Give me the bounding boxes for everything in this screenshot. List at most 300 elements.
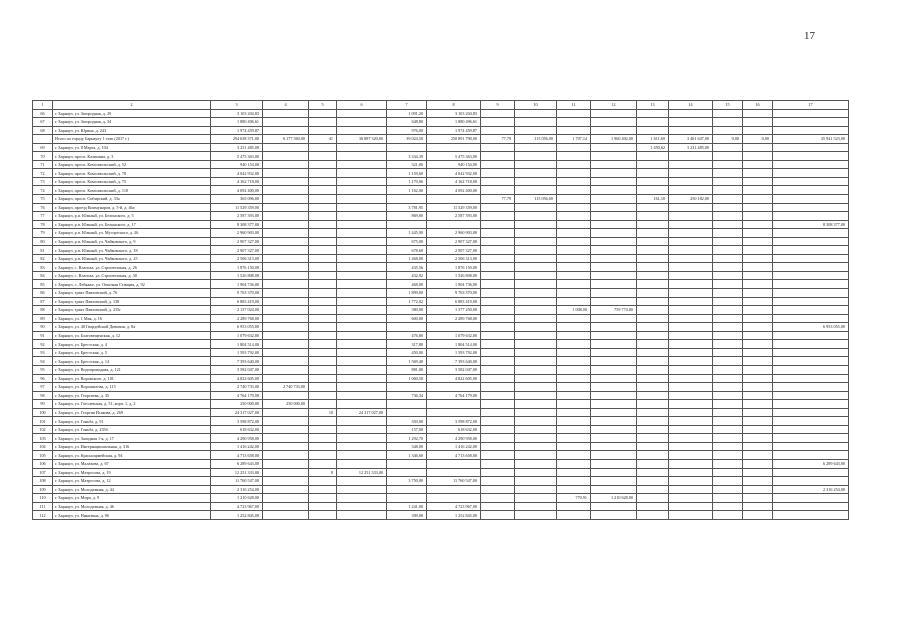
value-cell <box>515 220 557 229</box>
value-cell: 1 593 792,00 <box>211 348 263 357</box>
row-number-cell: 71 <box>33 160 53 169</box>
value-cell <box>481 357 515 366</box>
value-cell <box>591 425 637 434</box>
value-cell <box>557 442 591 451</box>
value-cell <box>669 254 713 263</box>
value-cell <box>515 434 557 443</box>
value-cell: 321,00 <box>387 160 427 169</box>
value-cell <box>637 391 669 400</box>
value-cell <box>713 169 743 178</box>
value-cell <box>637 434 669 443</box>
value-cell <box>515 109 557 118</box>
address-cell: г. Барнаул, ул. Ворошилова, д. 115 <box>53 383 211 392</box>
value-cell <box>773 442 849 451</box>
value-cell <box>637 494 669 503</box>
table-row <box>33 348 849 357</box>
value-cell <box>743 391 773 400</box>
value-cell: 6 953 055,00 <box>211 323 263 332</box>
value-cell: 4 723 967,00 <box>211 502 263 511</box>
value-cell <box>669 109 713 118</box>
value-cell: 432,92 <box>387 271 427 280</box>
value-cell: 1 292,70 <box>387 434 427 443</box>
value-cell <box>557 237 591 246</box>
value-cell <box>591 348 637 357</box>
table-row <box>33 340 849 349</box>
value-cell: 1 876 150,00 <box>211 263 263 272</box>
value-cell: 3 598 872,00 <box>211 417 263 426</box>
table-row <box>33 152 849 161</box>
value-cell <box>773 254 849 263</box>
row-number-cell: 74 <box>33 186 53 195</box>
value-cell <box>309 289 337 298</box>
value-cell <box>669 152 713 161</box>
value-cell <box>743 263 773 272</box>
value-cell <box>713 383 743 392</box>
value-cell <box>557 323 591 332</box>
value-cell: 4 162 718,00 <box>427 177 481 186</box>
value-cell <box>637 348 669 357</box>
value-cell <box>773 195 849 204</box>
table-row <box>33 229 849 238</box>
value-cell: 1 899,00 <box>387 289 427 298</box>
value-cell <box>637 306 669 315</box>
value-cell <box>713 340 743 349</box>
value-cell: 1 804 514,00 <box>211 340 263 349</box>
value-cell: 1 170,06 <box>387 177 427 186</box>
value-cell <box>337 502 387 511</box>
column-number-cell: 17 <box>773 101 849 110</box>
value-cell <box>669 494 713 503</box>
value-cell <box>591 340 637 349</box>
value-cell <box>669 511 713 520</box>
value-cell: 39 024,50 <box>387 135 427 144</box>
table-row <box>33 177 849 186</box>
value-cell <box>637 152 669 161</box>
value-cell <box>263 118 309 127</box>
value-cell <box>309 109 337 118</box>
value-cell: 161,18 <box>637 195 669 204</box>
value-cell: 4 713 658,00 <box>211 451 263 460</box>
value-cell <box>743 383 773 392</box>
value-cell <box>515 246 557 255</box>
value-cell <box>591 203 637 212</box>
value-cell <box>591 109 637 118</box>
value-cell <box>557 263 591 272</box>
value-cell <box>263 212 309 221</box>
value-cell: 678,60 <box>387 246 427 255</box>
row-number-cell: 88 <box>33 306 53 315</box>
value-cell <box>591 477 637 486</box>
row-number-cell: 77 <box>33 212 53 221</box>
value-cell <box>387 408 427 417</box>
value-cell <box>481 485 515 494</box>
value-cell <box>637 297 669 306</box>
table-row <box>33 220 849 229</box>
value-cell <box>337 152 387 161</box>
table-row <box>33 442 849 451</box>
value-cell <box>337 331 387 340</box>
value-cell <box>713 485 743 494</box>
value-cell <box>669 374 713 383</box>
value-cell <box>263 246 309 255</box>
value-cell <box>515 160 557 169</box>
value-cell <box>773 331 849 340</box>
value-cell: 1 974 459,87 <box>427 126 481 135</box>
value-cell <box>337 383 387 392</box>
value-cell <box>637 511 669 520</box>
value-cell: 4 290 958,00 <box>211 434 263 443</box>
value-cell <box>337 511 387 520</box>
row-number-cell: 73 <box>33 177 53 186</box>
row-number-cell: 67 <box>33 118 53 127</box>
value-cell <box>263 289 309 298</box>
column-number-cell: 8 <box>427 101 481 110</box>
value-cell <box>713 374 743 383</box>
value-cell <box>773 237 849 246</box>
value-cell: 41 <box>309 135 337 144</box>
table-row <box>33 400 849 409</box>
value-cell: 2 907 327,00 <box>211 246 263 255</box>
value-cell <box>337 451 387 460</box>
value-cell <box>309 254 337 263</box>
value-cell: 4 764 179,00 <box>427 391 481 400</box>
value-cell <box>557 502 591 511</box>
value-cell: 1 450,62 <box>637 143 669 152</box>
value-cell <box>263 348 309 357</box>
value-cell <box>669 485 713 494</box>
value-cell <box>557 203 591 212</box>
value-cell <box>263 408 309 417</box>
value-cell <box>337 306 387 315</box>
value-cell <box>309 477 337 486</box>
value-cell: 2 506 313,00 <box>211 254 263 263</box>
value-cell <box>713 459 743 468</box>
address-cell: г. Барнаул, ул. Красноармейская, д. 94 <box>53 451 211 460</box>
value-cell: 4 042 932,00 <box>427 169 481 178</box>
value-cell <box>591 169 637 178</box>
value-cell <box>263 203 309 212</box>
value-cell <box>557 143 591 152</box>
value-cell <box>309 212 337 221</box>
value-cell <box>743 160 773 169</box>
value-cell <box>773 177 849 186</box>
value-cell <box>713 425 743 434</box>
value-cell <box>515 212 557 221</box>
value-cell <box>263 434 309 443</box>
value-cell <box>637 459 669 468</box>
value-cell <box>669 408 713 417</box>
row-number-cell: 97 <box>33 383 53 392</box>
table-row <box>33 391 849 400</box>
value-cell <box>309 485 337 494</box>
value-cell <box>481 477 515 486</box>
address-cell: г. Барнаул, тракт Павловский, д. 138 <box>53 297 211 306</box>
value-cell: 2 587 393,00 <box>211 212 263 221</box>
value-cell: 11 760 547,00 <box>211 477 263 486</box>
value-cell: 6 289 643,00 <box>211 459 263 468</box>
value-cell <box>557 212 591 221</box>
address-cell: г. Барнаул, ул. 40 Гвардейской Дивизии, д. 8а <box>53 323 211 332</box>
value-cell <box>481 391 515 400</box>
value-cell <box>591 434 637 443</box>
value-cell: 399,00 <box>387 511 427 520</box>
value-cell <box>337 271 387 280</box>
value-cell <box>481 374 515 383</box>
address-cell: г. Барнаул, просп. Комсомольский, д. 52 <box>53 160 211 169</box>
table-row <box>33 502 849 511</box>
value-cell: 2 587 393,00 <box>427 212 481 221</box>
table-row <box>33 323 849 332</box>
value-cell <box>387 220 427 229</box>
address-cell: г. Барнаул, ул. Малахова, д. 67 <box>53 459 211 468</box>
value-cell <box>515 186 557 195</box>
value-cell: 3 781,95 <box>387 203 427 212</box>
value-cell <box>637 237 669 246</box>
value-cell: 2 137 024,00 <box>211 306 263 315</box>
value-cell <box>743 289 773 298</box>
value-cell <box>591 126 637 135</box>
address-cell: г. Барнаул, р.п. Южный, ул. Мусоргского, д. 26 <box>53 229 211 238</box>
value-cell <box>669 314 713 323</box>
column-number-cell: 3 <box>211 101 263 110</box>
value-cell <box>481 237 515 246</box>
value-cell <box>637 177 669 186</box>
value-cell <box>515 289 557 298</box>
value-cell <box>515 417 557 426</box>
value-cell <box>591 442 637 451</box>
value-cell <box>773 203 849 212</box>
value-cell: 1 416 242,00 <box>427 442 481 451</box>
address-cell: г. Барнаул, ул. Гоголевская, д. 51, корп. 1, д. 2 <box>53 400 211 409</box>
value-cell <box>713 323 743 332</box>
value-cell <box>713 271 743 280</box>
value-cell <box>743 109 773 118</box>
value-cell <box>591 177 637 186</box>
row-number-cell: 109 <box>33 485 53 494</box>
table-row <box>33 126 849 135</box>
value-cell: 1 960 402,00 <box>591 135 637 144</box>
value-cell: 2 289 768,00 <box>427 314 481 323</box>
value-cell <box>263 169 309 178</box>
value-cell <box>743 152 773 161</box>
value-cell <box>557 195 591 204</box>
table-row <box>33 314 849 323</box>
value-cell <box>713 494 743 503</box>
value-cell <box>263 314 309 323</box>
row-number-cell: 100 <box>33 408 53 417</box>
row-number-cell: 105 <box>33 451 53 460</box>
value-cell <box>591 502 637 511</box>
column-number-cell: 1 <box>33 101 53 110</box>
value-cell <box>557 365 591 374</box>
value-cell: 77,79 <box>481 195 515 204</box>
page-number: 17 <box>804 30 815 42</box>
value-cell <box>481 434 515 443</box>
value-cell <box>743 494 773 503</box>
value-cell: 1 346,60 <box>387 451 427 460</box>
value-cell <box>713 195 743 204</box>
value-cell <box>713 263 743 272</box>
table-row <box>33 485 849 494</box>
value-cell <box>591 391 637 400</box>
value-cell <box>263 186 309 195</box>
value-cell <box>481 417 515 426</box>
value-cell: 4 764 179,00 <box>211 391 263 400</box>
value-cell <box>337 229 387 238</box>
value-cell <box>591 280 637 289</box>
row-number-cell: 87 <box>33 297 53 306</box>
value-cell <box>669 434 713 443</box>
address-cell: г. Барнаул, просп. Комсомольский, д. 75 <box>53 177 211 186</box>
value-cell <box>309 434 337 443</box>
address-cell: г. Барнаул, просп. Комсомольский, д. 78 <box>53 169 211 178</box>
value-cell <box>557 391 591 400</box>
value-cell <box>263 451 309 460</box>
value-cell <box>263 365 309 374</box>
value-cell <box>481 118 515 127</box>
value-cell <box>743 314 773 323</box>
row-number-cell: 91 <box>33 331 53 340</box>
column-number-cell: 14 <box>669 101 713 110</box>
address-cell: г. Барнаул, ул. 8 Марта, д. 104 <box>53 143 211 152</box>
value-cell <box>557 400 591 409</box>
value-cell <box>337 246 387 255</box>
value-cell <box>637 365 669 374</box>
value-cell <box>557 220 591 229</box>
row-number-cell: 111 <box>33 502 53 511</box>
value-cell <box>743 177 773 186</box>
value-cell: 36 887 320,00 <box>337 135 387 144</box>
value-cell <box>773 280 849 289</box>
value-cell <box>481 468 515 477</box>
value-cell <box>773 477 849 486</box>
value-cell <box>773 511 849 520</box>
value-cell <box>713 126 743 135</box>
value-cell <box>309 186 337 195</box>
value-cell <box>557 408 591 417</box>
address-cell: г. Барнаул, р.п. Южный, ул. Чайковского, д. 18 <box>53 246 211 255</box>
row-number-cell: 85 <box>33 280 53 289</box>
value-cell: 250 891 790,00 <box>427 135 481 144</box>
column-number-cell: 12 <box>591 101 637 110</box>
value-cell <box>515 340 557 349</box>
row-number-cell: 99 <box>33 400 53 409</box>
value-cell <box>515 348 557 357</box>
value-cell <box>481 263 515 272</box>
value-cell: 476,80 <box>387 331 427 340</box>
value-cell <box>591 331 637 340</box>
value-cell <box>515 177 557 186</box>
value-cell <box>669 289 713 298</box>
value-cell <box>309 271 337 280</box>
value-cell <box>743 280 773 289</box>
value-cell <box>557 357 591 366</box>
row-number-cell: 96 <box>33 374 53 383</box>
row-number-cell: 104 <box>33 442 53 451</box>
value-cell: 1 162,00 <box>387 186 427 195</box>
value-cell: 8 308 377,00 <box>773 220 849 229</box>
value-cell <box>743 357 773 366</box>
value-cell <box>309 237 337 246</box>
value-cell <box>481 511 515 520</box>
value-cell <box>515 400 557 409</box>
value-cell: 250 000,00 <box>263 400 309 409</box>
value-cell <box>591 271 637 280</box>
value-cell <box>337 417 387 426</box>
value-cell <box>309 442 337 451</box>
row-number-cell: 84 <box>33 271 53 280</box>
value-cell <box>637 186 669 195</box>
value-cell <box>481 331 515 340</box>
value-cell <box>713 186 743 195</box>
table-row <box>33 203 849 212</box>
value-cell: 4 042 932,00 <box>211 169 263 178</box>
value-cell <box>337 195 387 204</box>
value-cell: 1 377 250,00 <box>427 306 481 315</box>
value-cell: 0,00 <box>743 135 773 144</box>
value-cell <box>713 289 743 298</box>
value-cell: 12 251 333,00 <box>211 468 263 477</box>
address-cell: г. Барнаул, ул. Брестская, д. 5 <box>53 348 211 357</box>
table-row <box>33 408 849 417</box>
address-cell: г. Барнаул, ул. Интернациональная, д. 316 <box>53 442 211 451</box>
value-cell: 8 <box>309 468 337 477</box>
value-cell <box>557 254 591 263</box>
value-cell <box>337 109 387 118</box>
value-cell <box>773 340 849 349</box>
row-number-cell: 102 <box>33 425 53 434</box>
value-cell <box>515 485 557 494</box>
value-cell: 1 569,40 <box>387 357 427 366</box>
value-cell: 1 526 808,00 <box>211 271 263 280</box>
value-cell <box>337 459 387 468</box>
value-cell <box>743 212 773 221</box>
value-cell: 3 103 204,83 <box>211 109 263 118</box>
value-cell <box>637 357 669 366</box>
value-cell <box>309 246 337 255</box>
value-cell <box>557 451 591 460</box>
value-cell <box>387 485 427 494</box>
value-cell <box>713 451 743 460</box>
value-cell <box>743 143 773 152</box>
value-cell: 1 079 632,00 <box>427 331 481 340</box>
value-cell <box>713 331 743 340</box>
value-cell <box>773 118 849 127</box>
value-cell <box>309 118 337 127</box>
value-cell <box>263 297 309 306</box>
value-cell <box>637 109 669 118</box>
value-cell <box>337 442 387 451</box>
value-cell <box>515 391 557 400</box>
value-cell: 3 334,39 <box>387 152 427 161</box>
value-cell: 2 907 327,00 <box>427 246 481 255</box>
value-cell <box>743 374 773 383</box>
value-cell <box>515 408 557 417</box>
value-cell <box>743 229 773 238</box>
value-cell <box>481 220 515 229</box>
value-cell <box>515 297 557 306</box>
value-cell: 881,00 <box>387 365 427 374</box>
row-number-cell: 101 <box>33 417 53 426</box>
value-cell: 4 822 605,00 <box>211 374 263 383</box>
value-cell <box>309 451 337 460</box>
value-cell <box>263 331 309 340</box>
value-cell <box>337 263 387 272</box>
value-cell <box>481 169 515 178</box>
value-cell: 1 772,02 <box>387 297 427 306</box>
value-cell <box>713 477 743 486</box>
value-cell: 1 904 736,00 <box>427 280 481 289</box>
